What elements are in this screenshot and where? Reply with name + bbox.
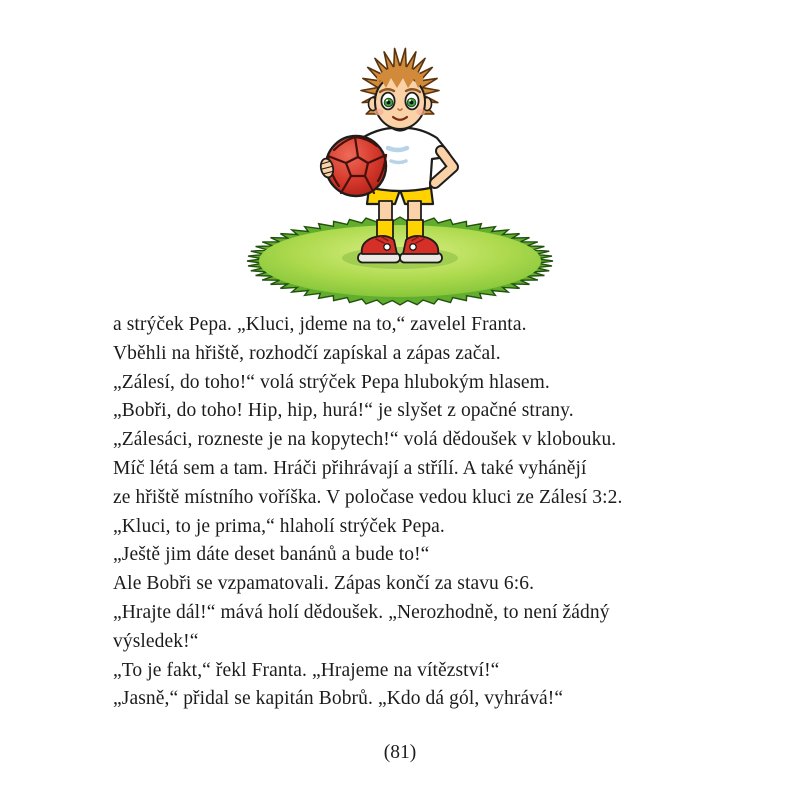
cheek-right — [417, 109, 426, 115]
story-line: „Hrajte dál!“ mává holí dědoušek. „Nerozhodně, to není žádný — [113, 601, 610, 623]
story-line: Míč létá sem a tam. Hráči přihrávají a střílí. A také vyhánějí — [113, 457, 587, 479]
leg-left — [379, 201, 392, 222]
soccer-ball — [326, 136, 386, 196]
shoe-left-dot — [384, 244, 390, 250]
story-line: „Zálesí, do toho!“ volá strýček Pepa hlubokým hlasem. — [113, 371, 550, 393]
story-line: Vběhli na hřiště, rozhodčí zapískal a zápas začal. — [113, 342, 501, 364]
story-line: „Zálesáci, rozneste je na kopytech!“ volá dědoušek v klobouku. — [113, 429, 617, 451]
story-line: „Jasně,“ přidal se kapitán Bobrů. „Kdo dá gól, vyhrává!“ — [113, 688, 564, 710]
shoe-right-dot — [410, 244, 416, 250]
story-line: „To je fakt,“ řekl Franta. „Hrajeme na vítězství!“ — [113, 659, 500, 681]
story-text — [113, 311, 733, 714]
story-line: „Kluci, to je prima,“ hlaholí strýček Pepa. — [113, 515, 445, 537]
story-line: ze hřiště místního voříška. V poločase vedou kluci ze Zálesí 3:2. — [113, 486, 623, 508]
story-line: Ale Bobři se vzpamatovali. Zápas končí za stavu 6:6. — [113, 573, 535, 595]
shirt-shade — [388, 148, 407, 150]
story-line: „Ještě jim dáte deset banánů a bude to!“ — [113, 544, 430, 566]
story-line: a strýček Pepa. „Kluci, jdeme na to,“ zavelel Franta. — [113, 314, 527, 335]
boy-with-ball-illustration — [240, 40, 560, 310]
leg-right — [408, 201, 421, 222]
story-line: výsledek!“ — [113, 630, 199, 652]
page-number: (81) — [383, 742, 417, 763]
cheek-left — [375, 109, 384, 115]
story-line: „Bobři, do toho! Hip, hip, hurá!“ je slyšet z opačné strany. — [113, 400, 574, 422]
